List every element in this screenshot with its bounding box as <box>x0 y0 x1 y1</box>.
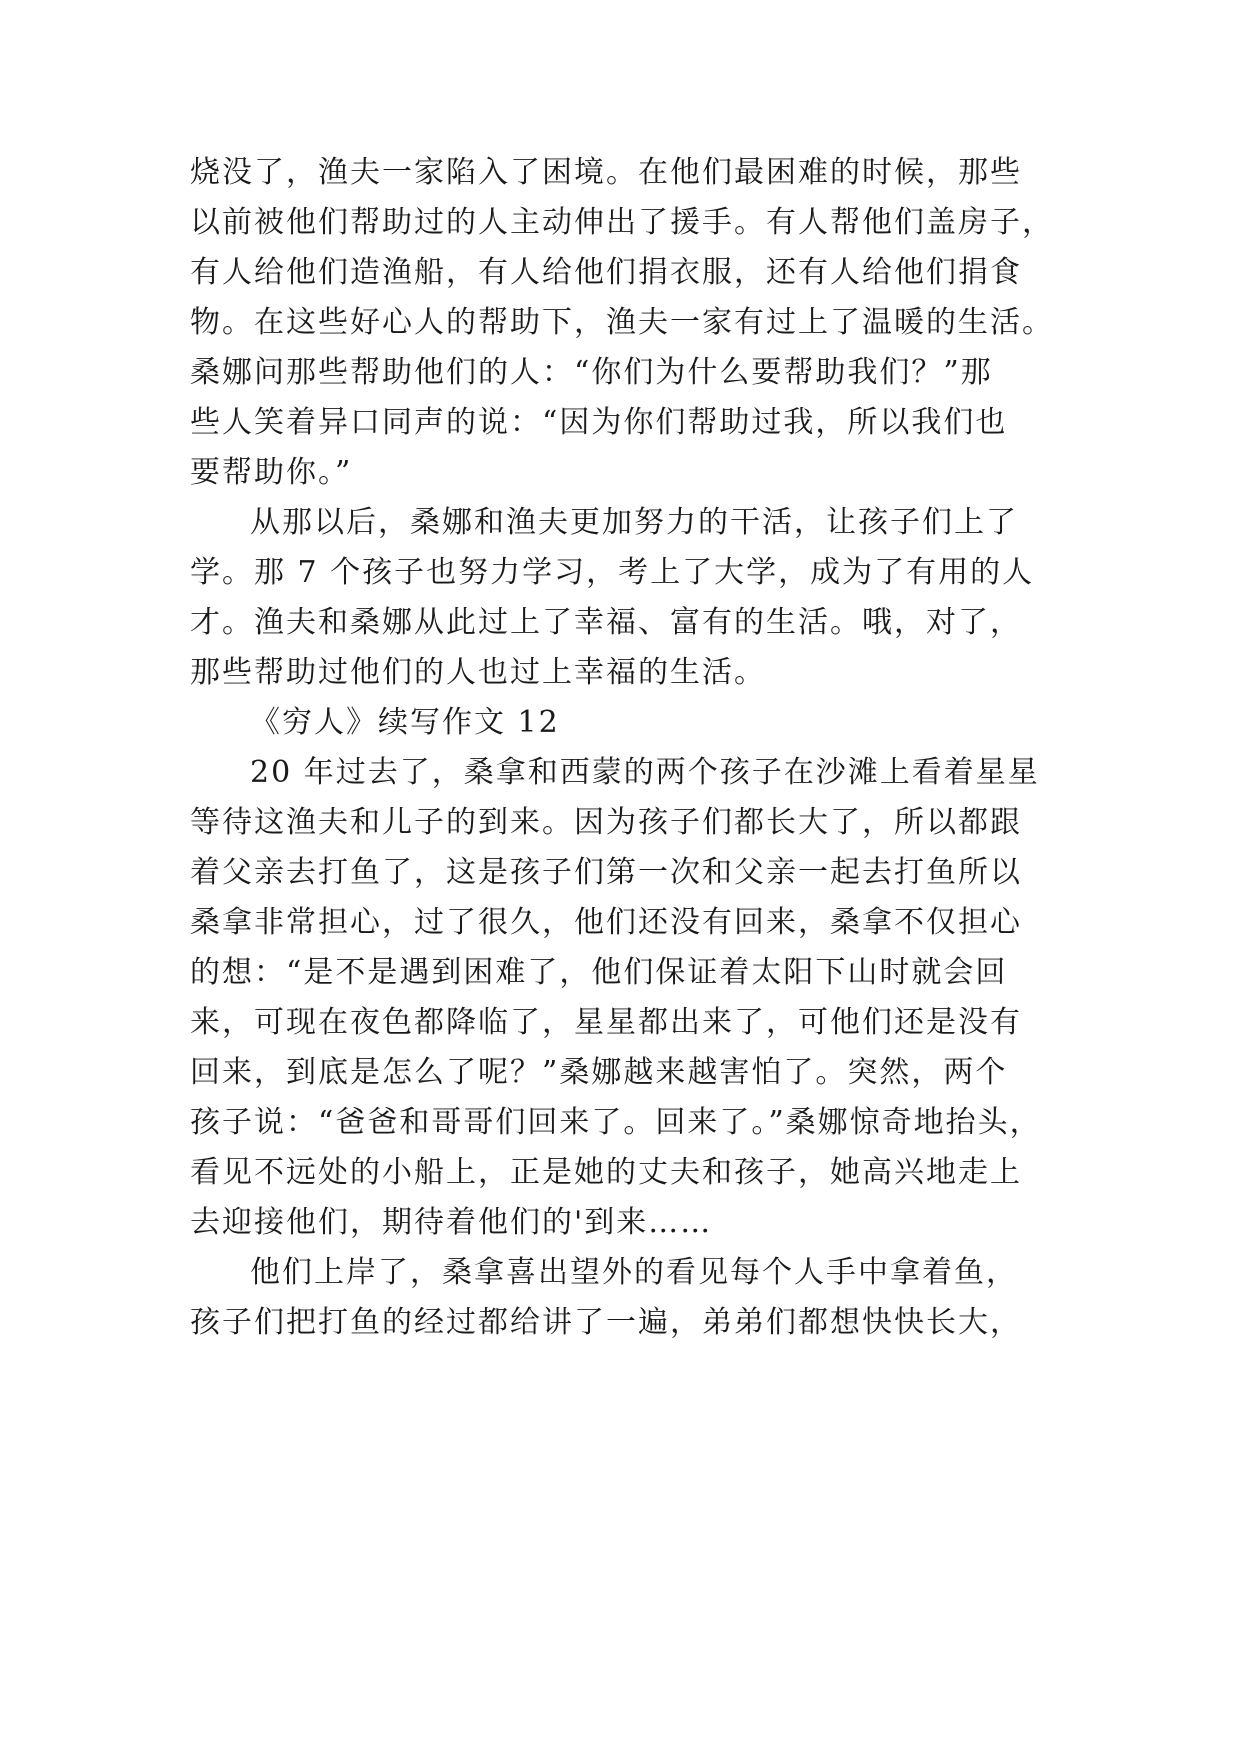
text-line: 看见不远处的小船上，正是她的丈夫和孩子，她高兴地走上 <box>190 1155 1022 1190</box>
paragraph-first-line: 他们上岸了，桑拿喜出望外的看见每个人手中拿着鱼， <box>250 1255 1018 1290</box>
text-line: 桑娜问那些帮助他们的人：“你们为什么要帮助我们？”那 <box>190 355 993 390</box>
text-line: 要帮助你。” <box>190 455 353 490</box>
text-line: 去迎接他们，期待着他们的'到来…… <box>190 1205 713 1240</box>
text-line: 等待这渔夫和儿子的到来。因为孩子们都长大了，所以都跟 <box>190 805 1022 840</box>
text-line: 桑拿非常担心，过了很久，他们还没有回来，桑拿不仅担心 <box>190 905 1022 940</box>
text-line: 孩子们把打鱼的经过都给讲了一遍，弟弟们都想快快长大， <box>190 1305 1022 1340</box>
text-line: 些人笑着异口同声的说：“因为你们帮助过我，所以我们也 <box>190 405 1008 440</box>
text-line: 那些帮助过他们的人也过上幸福的生活。 <box>190 655 766 690</box>
text-line: 的想：“是不是遇到困难了，他们保证着太阳下山时就会回 <box>190 955 1008 990</box>
section-heading: 《穷人》续写作文 12 <box>250 705 560 740</box>
text-line: 回来，到底是怎么了呢？”桑娜越来越害怕了。突然，两个 <box>190 1055 1008 1090</box>
text-line: 学。那 7 个孩子也努力学习，考上了大学，成为了有用的人 <box>190 555 1035 590</box>
text-line: 来，可现在夜色都降临了，星星都出来了，可他们还是没有 <box>190 1005 1022 1040</box>
text-line: 孩子说：“爸爸和哥哥们回来了。回来了。”桑娜惊奇地抬头， <box>190 1105 1042 1140</box>
text-line: 才。渔夫和桑娜从此过上了幸福、富有的生活。哦，对了， <box>190 605 1022 640</box>
text-line: 物。在这些好心人的帮助下，渔夫一家有过上了温暖的生活。 <box>190 305 1054 340</box>
paragraph-first-line: 20 年过去了，桑拿和西蒙的两个孩子在沙滩上看着星星 <box>250 755 1040 790</box>
text-line: 以前被他们帮助过的人主动伸出了援手。有人帮他们盖房子， <box>190 205 1054 240</box>
text-line: 有人给他们造渔船，有人给他们捐衣服，还有人给他们捐食 <box>190 255 1022 290</box>
text-line: 着父亲去打鱼了，这是孩子们第一次和父亲一起去打鱼所以 <box>190 855 1022 890</box>
paragraph-first-line: 从那以后，桑娜和渔夫更加努力的干活，让孩子们上了 <box>250 505 1018 540</box>
text-line: 烧没了，渔夫一家陷入了困境。在他们最困难的时候，那些 <box>190 155 1022 190</box>
